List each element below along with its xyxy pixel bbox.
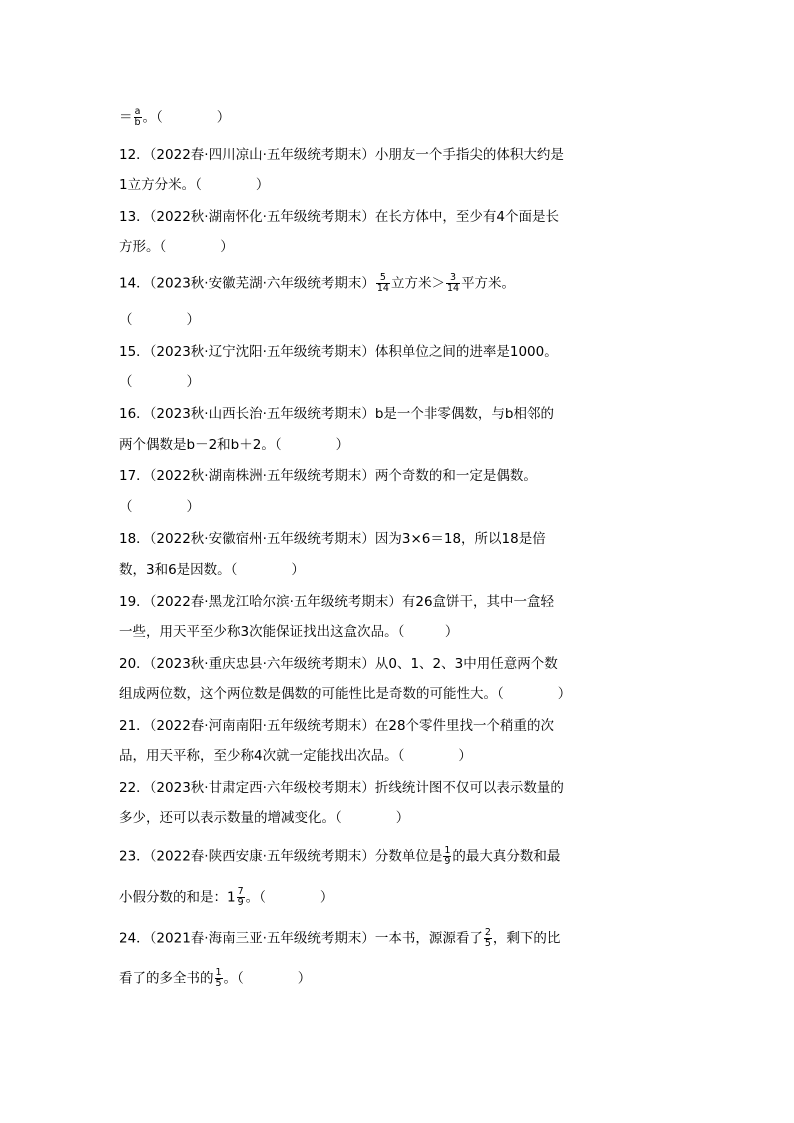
q24-line2-suffix: 。（ ） bbox=[223, 970, 312, 987]
fraction-5-14: $\frac{5}{14}$ bbox=[376, 272, 389, 294]
q23-suffix: 的最大真分数和最 bbox=[452, 848, 561, 865]
q23-line2-prefix: 小假分数的和是： bbox=[119, 889, 227, 906]
fraction-3-14: $\frac{3}{14}$ bbox=[446, 272, 460, 294]
q14-line2: （ ） bbox=[119, 312, 200, 328]
q11-prefix: ＝ bbox=[119, 109, 133, 126]
q19-line1: 19．（2022春·黑龙江哈尔滨·五年级统考期末）有26盒饼干，其中一盒轻 bbox=[119, 594, 555, 610]
q19-line2: 一些，用天平至少称3次能保证找出这盒次品。（ ） bbox=[119, 624, 459, 640]
q14-prefix: 14．（2023秋·安徽芜湖·六年级统考期末） bbox=[119, 275, 375, 292]
q23-line1 bbox=[119, 846, 560, 867]
q22-line2: 多少，还可以表示数量的增减变化。（ ） bbox=[119, 810, 410, 826]
q15-line2: （ ） bbox=[119, 374, 200, 390]
q21-line2: 品，用天平称，至少称4次就一定能找出次品。（ ） bbox=[119, 748, 472, 764]
fraction-2-5: $\frac{2}{5}$ bbox=[484, 927, 491, 949]
fraction-1-9: $\frac{1}{9}$ bbox=[444, 845, 451, 867]
q16-line1: 16．（2023秋·山西长治·五年级统考期末）b是一个非零偶数，与b相邻的 bbox=[119, 406, 555, 422]
q12-line1: 12．（2022春·四川凉山·五年级统考期末）小朋友一个手指尖的体积大约是 bbox=[119, 147, 564, 163]
q22-line1: 22．（2023秋·甘肃定西·六年级校考期末）折线统计图不仅可以表示数量的 bbox=[119, 780, 564, 796]
fraction-a-over-b: $\frac{a}{b}$ bbox=[134, 106, 141, 128]
q24-line2-prefix: 看了的多全书的 bbox=[119, 970, 214, 987]
q14-mid: 立方米＞ bbox=[390, 275, 445, 292]
mixed-number-whole: 1 bbox=[227, 889, 236, 906]
question-11-tail bbox=[119, 107, 230, 128]
q13-line1: 13．（2022秋·湖南怀化·五年级统考期末）在长方体中，至少有4个面是长 bbox=[119, 209, 559, 225]
q12-line2: 1立方分米。（ ） bbox=[119, 177, 270, 193]
q23-prefix: 23．（2022春·陕西安康·五年级统考期末）分数单位是 bbox=[119, 848, 443, 865]
q24-suffix: ，剩下的比 bbox=[492, 930, 561, 947]
q17-line1: 17．（2022秋·湖南株洲·五年级统考期末）两个奇数的和一定是偶数。 bbox=[119, 468, 537, 484]
q18-line2: 数，3和6是因数。（ ） bbox=[119, 562, 305, 578]
q20-line2: 组成两位数，这个两位数是偶数的可能性比是奇数的可能性大。（ ） bbox=[119, 686, 572, 702]
q11-suffix: 。（ ） bbox=[142, 109, 231, 126]
q24-line2 bbox=[119, 968, 311, 989]
q14-suffix: 平方米。 bbox=[461, 275, 516, 292]
fraction-1-5: $\frac{1}{5}$ bbox=[215, 967, 222, 989]
q21-line1: 21．（2022春·河南南阳·五年级统考期末）在28个零件里找一个稍重的次 bbox=[119, 718, 555, 734]
q18-line1: 18．（2022秋·安徽宿州·五年级统考期末）因为3×6＝18，所以18是倍 bbox=[119, 531, 546, 547]
q24-line1 bbox=[119, 928, 560, 949]
fraction-7-9: $\frac{7}{9}$ bbox=[237, 886, 244, 908]
q23-line2 bbox=[119, 887, 333, 908]
q23-line2-suffix: 。（ ） bbox=[245, 889, 334, 906]
q17-line2: （ ） bbox=[119, 499, 200, 515]
q13-line2: 方形。（ ） bbox=[119, 239, 234, 255]
q15-line1: 15．（2023秋·辽宁沈阳·五年级统考期末）体积单位之间的进率是1000。 bbox=[119, 344, 558, 360]
q24-prefix: 24．（2021春·海南三亚·五年级统考期末）一本书，源源看了 bbox=[119, 930, 483, 947]
q16-line2: 两个偶数是b－2和b＋2。（ ） bbox=[119, 437, 350, 453]
q14-line1 bbox=[119, 273, 515, 294]
q20-line1: 20．（2023秋·重庆忠县·六年级统考期末）从0、1、2、3中用任意两个数 bbox=[119, 656, 558, 672]
